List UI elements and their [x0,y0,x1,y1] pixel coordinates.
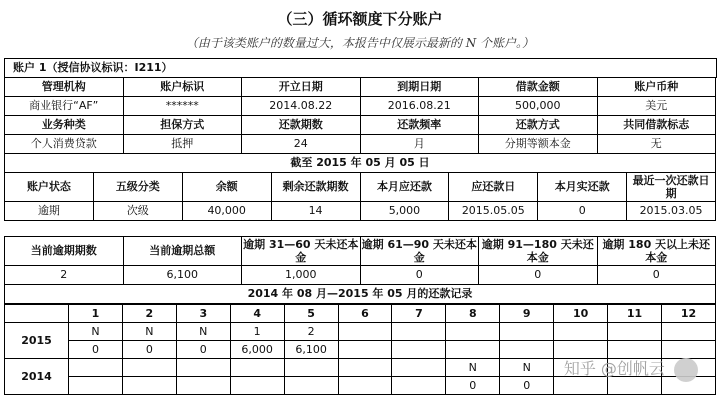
header-cell: 管理机构 [5,78,124,97]
value-cell: 14 [271,202,360,221]
status-cell [338,359,392,377]
header-cell: 还款方式 [479,116,598,135]
watermark-text: 知乎 @创帆云 [563,359,665,378]
section-title: （三）循环额度下分账户 [277,10,443,28]
overdue-table [4,236,716,304]
amount-cell: 0 [122,341,176,359]
as-of-row [5,154,716,173]
header-cell: 开立日期 [242,78,361,97]
status-cell [69,359,123,377]
value-cell: 1,000 [242,266,361,285]
watermark [564,356,698,382]
value-cell: ****** [123,97,242,116]
status-cell [338,323,392,341]
status-cell: N [176,323,230,341]
header-cell: 账户状态 [5,173,94,202]
value-cell: 0 [360,266,479,285]
header-cell: 应还款日 [449,173,538,202]
corner-cell [5,305,69,323]
amount-cell [338,377,392,395]
status-cell [176,359,230,377]
header-cell: 还款期数 [242,116,361,135]
account-label: 账户 1（授信协议标识：I211） [5,59,717,78]
month-header-row [5,305,716,323]
amount-cell: 0 [176,341,230,359]
month-header: 2 [122,305,176,323]
status-cell: N [69,323,123,341]
month-header: 1 [69,305,123,323]
header-cell: 到期日期 [360,78,479,97]
value-cell: 2014.08.22 [242,97,361,116]
value-cell: 无 [597,135,716,154]
header-cell: 账户币种 [597,78,716,97]
amount-cell [176,377,230,395]
section2-value-row [5,135,716,154]
account-status-table [4,172,716,221]
section1-header-row [5,78,716,97]
header-cell: 还款频率 [360,116,479,135]
status-cell: N [122,323,176,341]
status-cell [392,359,446,377]
value-cell: 2015.05.05 [449,202,538,221]
month-header: 10 [554,305,608,323]
header-cell: 当前逾期期数 [5,237,124,266]
status-cell: N [446,359,500,377]
month-header: 5 [284,305,338,323]
value-cell: 商业银行“AF” [5,97,124,116]
value-cell: 5,000 [360,202,449,221]
amount-cell [500,341,554,359]
year-2015-status-row [5,323,716,341]
amount-cell: 0 [446,377,500,395]
value-cell: 24 [242,135,361,154]
value-cell: 6,100 [123,266,242,285]
header-cell: 逾期 180 天以上未还本金 [597,237,716,266]
status-cell: N [500,359,554,377]
status-cell [446,323,500,341]
month-header: 7 [392,305,446,323]
month-header: 6 [338,305,392,323]
amount-cell [392,377,446,395]
header-cell: 借款金额 [479,78,598,97]
value-cell: 0 [538,202,627,221]
header-cell: 本月应还款 [360,173,449,202]
year-label: 2015 [5,323,69,359]
value-cell: 月 [360,135,479,154]
status-cell: 1 [230,323,284,341]
amount-cell: 6,000 [230,341,284,359]
value-cell: 0 [597,266,716,285]
account-basic-table [4,77,716,173]
header-cell: 账户标识 [123,78,242,97]
header-cell: 当前逾期总额 [123,237,242,266]
amount-cell [392,341,446,359]
amount-cell [446,341,500,359]
section3-header-row [5,173,716,202]
header-cell: 余额 [182,173,271,202]
value-cell: 0 [479,266,598,285]
repayment-record-title: 2014 年 08 月—2015 年 05 月的还款记录 [5,285,716,304]
section4-header-row [5,237,716,266]
value-cell: 2 [5,266,124,285]
status-cell [554,323,608,341]
value-cell: 2016.08.21 [360,97,479,116]
value-cell: 分期等额本金 [479,135,598,154]
status-cell [661,323,715,341]
value-cell: 逾期 [5,202,94,221]
value-cell: 美元 [597,97,716,116]
month-header: 8 [446,305,500,323]
amount-cell [230,377,284,395]
header-cell: 剩余还款期数 [271,173,360,202]
section4-value-row [5,266,716,285]
section1-value-row [5,97,716,116]
header-cell: 共同借款标志 [597,116,716,135]
value-cell: 抵押 [123,135,242,154]
header-cell: 担保方式 [123,116,242,135]
avatar-icon [674,358,698,382]
value-cell: 500,000 [479,97,598,116]
month-header: 9 [500,305,554,323]
header-cell: 逾期 91—180 天未还本金 [479,237,598,266]
header-cell: 最近一次还款日期 [627,173,716,202]
amount-cell [338,341,392,359]
header-cell: 业务种类 [5,116,124,135]
status-cell [284,359,338,377]
amount-cell [284,377,338,395]
amount-cell: 6,100 [284,341,338,359]
header-cell: 逾期 31—60 天未还本金 [243,238,359,264]
year-label: 2014 [5,359,69,395]
value-cell: 2015.03.05 [627,202,716,221]
section2-header-row [5,116,716,135]
status-cell [500,323,554,341]
section3-value-row [5,202,716,221]
amount-cell: 0 [500,377,554,395]
header-cell: 逾期 61—90 天未还本金 [361,238,477,264]
status-cell [392,323,446,341]
month-header: 12 [661,305,715,323]
status-cell [122,359,176,377]
month-header: 11 [608,305,662,323]
value-cell: 次级 [93,202,182,221]
status-cell [230,359,284,377]
account-table [4,58,717,78]
amount-cell: 0 [69,341,123,359]
amount-cell [122,377,176,395]
status-cell [608,323,662,341]
as-of-date: 截至 2015 年 05 月 05 日 [5,154,716,173]
header-cell: 五级分类 [93,173,182,202]
value-cell: 个人消费贷款 [5,135,124,154]
header-cell: 本月实还款 [538,173,627,202]
status-cell: 2 [284,323,338,341]
month-header: 4 [230,305,284,323]
amount-cell [69,377,123,395]
month-header: 3 [176,305,230,323]
section-subtitle: （由于该类账户的数量过大，本报告中仅展示最新的 N 个账户。） [185,36,535,50]
value-cell: 40,000 [182,202,271,221]
repayment-title-row [5,285,716,304]
